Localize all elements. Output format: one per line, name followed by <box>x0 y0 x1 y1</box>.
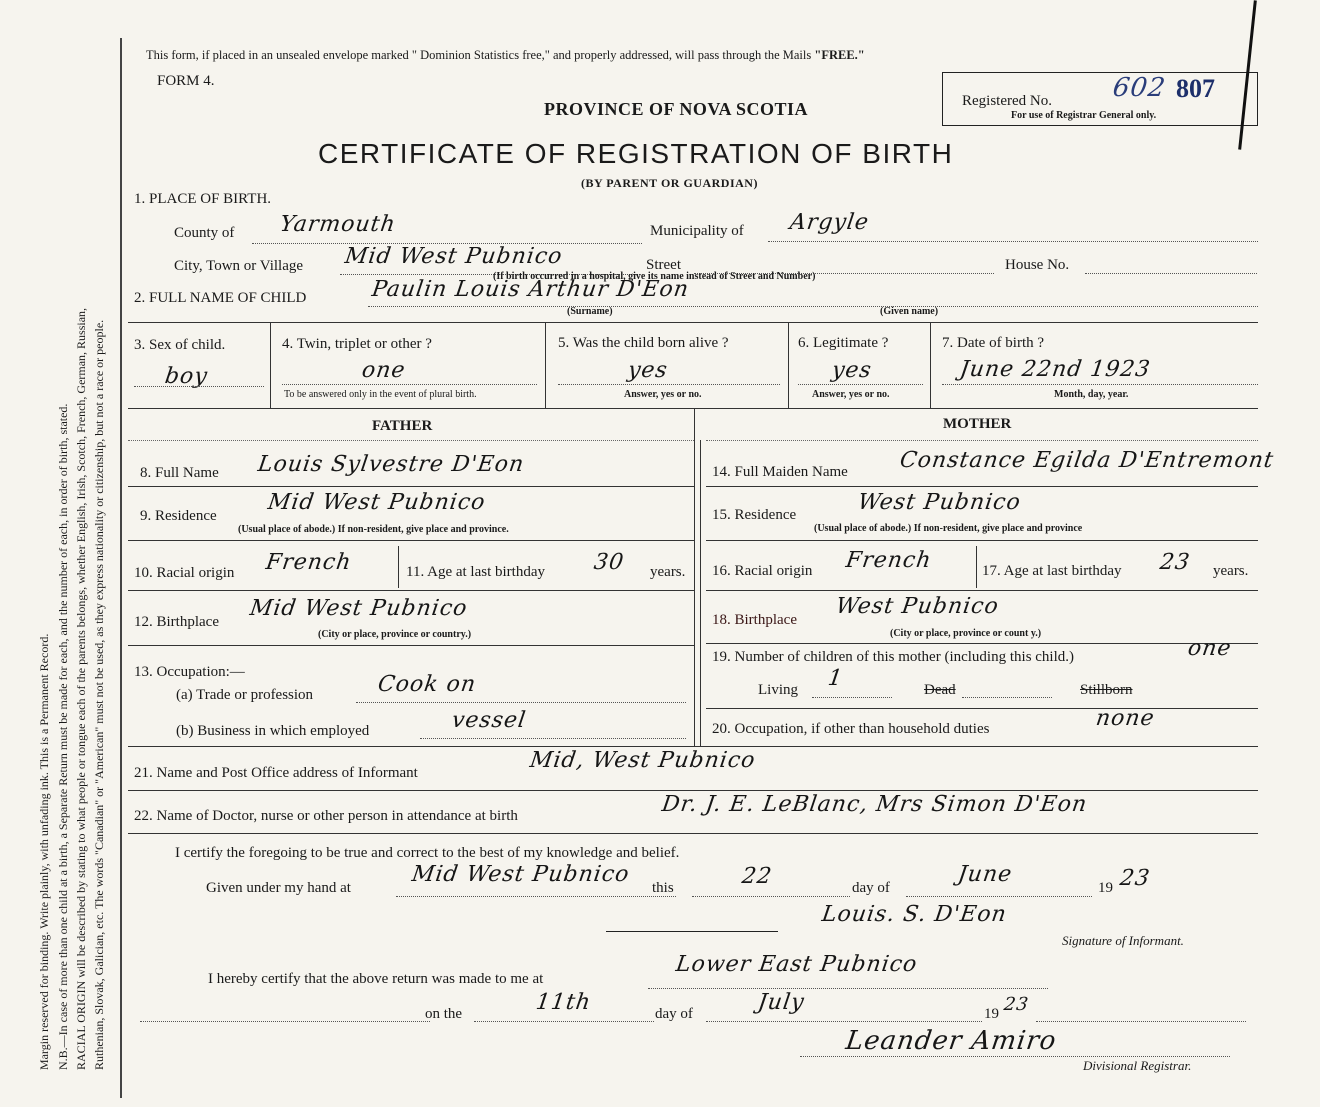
registrar-day-of-label: day of <box>655 1006 693 1022</box>
father-name-value: Louis Sylvestre D'Eon <box>256 452 526 477</box>
page-subtitle: (BY PARENT OR GUARDIAN) <box>581 176 758 190</box>
sex-label: 3. Sex of child. <box>134 337 226 353</box>
mother-living-label: Living <box>758 682 798 698</box>
twin-value: one <box>360 358 408 383</box>
father-birthplace-value: Mid West Pubnico <box>248 596 470 621</box>
registrar-year-value: 23 <box>1002 994 1031 1015</box>
margin-line-4: Ruthenian, Slovak, Galician, etc. The words "Canadian" or "American" must not be used, as they express nationality or citizenship, but not a race or people. <box>92 319 106 1070</box>
informant-signature-label: Signature of Informant. <box>1062 933 1184 948</box>
sex-value: boy <box>163 364 210 389</box>
cert-year-prefix: 19 <box>1098 880 1113 896</box>
county-label: County of <box>174 225 235 241</box>
twin-note: To be answered only in the event of plural birth. <box>284 389 477 400</box>
registrar-note: For use of Registrar General only. <box>1011 110 1157 121</box>
father-residence-label: 9. Residence <box>140 508 217 524</box>
municipality-label: Municipality of <box>650 223 744 239</box>
cert-day-value: 22 <box>740 864 774 889</box>
mail-notice-free: "FREE." <box>814 48 865 62</box>
mother-stillborn-label: Stillborn <box>1080 682 1133 698</box>
mother-name-value: Constance Egilda D'Entremont <box>898 448 1276 473</box>
mother-children-value: one <box>1186 636 1234 661</box>
mother-racial-label: 16. Racial origin <box>712 563 813 579</box>
father-trade-value: Cook on <box>376 672 478 697</box>
certify-statement: I certify the foregoing to be true and correct to the best of my knowledge and belief. <box>175 845 680 861</box>
born-alive-note: Answer, yes or no. <box>624 389 702 400</box>
mother-occupation-value: none <box>1094 706 1157 731</box>
dob-note: Month, day, year. <box>1054 389 1129 400</box>
municipality-value: Argyle <box>788 210 871 235</box>
father-age-value: 30 <box>592 550 626 575</box>
twin-label: 4. Twin, triplet or other ? <box>282 336 432 352</box>
margin-line-3: RACIAL ORIGIN will be described by stating to what people or tongue each of the parents belongs, whether English, Irish, Scotch, French, German, Russian, <box>74 307 88 1070</box>
mother-birthplace-note: (City or place, province or count y.) <box>890 628 1042 639</box>
father-business-value: vessel <box>450 708 528 733</box>
mother-children-label: 19. Number of children of this mother (including this child.) <box>712 649 1075 665</box>
father-age-label: 11. Age at last birthday <box>406 564 545 580</box>
registered-no-stamped: 807 <box>1176 74 1215 103</box>
registered-no-handwritten: 602 <box>1110 73 1168 103</box>
registrar-statement: I hereby certify that the above return was made to me at <box>208 971 544 987</box>
registrar-month-value: July <box>756 990 807 1015</box>
legitimate-note: Answer, yes or no. <box>812 389 890 400</box>
street-note: (If birth occurred in a hospital, give its name instead of Street and Number) <box>493 271 816 282</box>
city-label: City, Town or Village <box>174 258 304 274</box>
margin-line-1: Margin reserved for binding. Write plainly, with unfading ink. This is a Permanent Record. <box>37 633 51 1070</box>
mother-birthplace-value: West Pubnico <box>834 594 1001 619</box>
born-alive-label: 5. Was the child born alive ? <box>558 335 729 351</box>
father-years: years. <box>650 564 686 580</box>
mother-living-value: 1 <box>826 666 845 691</box>
mother-heading: MOTHER <box>943 416 1012 432</box>
doctor-label: 22. Name of Doctor, nurse or other person in attendance at birth <box>134 808 518 824</box>
place-of-birth-label: 1. PLACE OF BIRTH. <box>134 191 272 207</box>
mother-residence-value: West Pubnico <box>856 490 1023 515</box>
cert-month-value: June <box>956 862 1014 887</box>
page-title: CERTIFICATE OF REGISTRATION OF BIRTH <box>318 138 954 169</box>
mother-birthplace-label: 18. Birthplace <box>712 612 797 628</box>
father-occupation-label: 13. Occupation:— <box>134 664 245 680</box>
father-trade-label: (a) Trade or profession <box>176 687 314 703</box>
registrar-day-value: 11th <box>534 990 593 1015</box>
dob-label: 7. Date of birth ? <box>942 335 1045 351</box>
child-name-value: Paulin Louis Arthur D'Eon <box>370 277 691 302</box>
legitimate-label: 6. Legitimate ? <box>798 335 889 351</box>
this-label: this <box>652 880 674 896</box>
mother-years: years. <box>1213 563 1249 579</box>
registered-no-label: Registered No. <box>962 93 1052 109</box>
given-place-value: Mid West Pubnico <box>410 862 632 887</box>
father-name-label: 8. Full Name <box>140 465 219 481</box>
child-name-label: 2. FULL NAME OF CHILD <box>134 290 307 306</box>
binding-margin-line <box>120 38 122 1098</box>
legitimate-value: yes <box>830 358 874 383</box>
given-under-label: Given under my hand at <box>206 880 351 896</box>
born-alive-value: yes <box>626 358 670 383</box>
on-the-label: on the <box>425 1006 463 1022</box>
mother-racial-value: French <box>844 548 934 573</box>
registrar-place-value: Lower East Pubnico <box>674 952 920 977</box>
mail-notice-text: This form, if placed in an unsealed envelope marked " Dominion Statistics free," and properly addressed, will pass through the Mails <box>146 48 812 62</box>
county-value: Yarmouth <box>278 212 398 237</box>
father-residence-note: (Usual place of abode.) If non-resident, give place and province. <box>238 524 509 535</box>
father-racial-value: French <box>264 550 354 575</box>
province-title: PROVINCE OF NOVA SCOTIA <box>544 99 809 119</box>
margin-instructions <box>4 20 116 1080</box>
mother-dead-label: Dead <box>924 682 956 698</box>
informant-signature: Louis. S. D'Eon <box>820 902 1009 927</box>
mother-residence-label: 15. Residence <box>712 507 797 523</box>
registrar-signature: Leander Amiro <box>843 1026 1059 1056</box>
registrar-year-prefix: 19 <box>984 1006 999 1022</box>
street-label: Street <box>646 257 681 273</box>
father-birthplace-note: (City or place, province or country.) <box>318 629 472 640</box>
mother-age-value: 23 <box>1158 550 1192 575</box>
given-name-note: (Given name) <box>880 306 939 317</box>
house-no-label: House No. <box>1005 257 1070 273</box>
registrar-signature-label: Divisional Registrar. <box>1083 1058 1192 1073</box>
cert-day-of-label: day of <box>852 880 890 896</box>
mail-notice <box>146 48 865 63</box>
mother-occupation-label: 20. Occupation, if other than household duties <box>712 721 990 737</box>
informant-label: 21. Name and Post Office address of Informant <box>134 765 418 781</box>
mother-residence-note: (Usual place of abode.) If non-resident, give place and province <box>814 523 1083 534</box>
father-residence-value: Mid West Pubnico <box>266 490 488 515</box>
dob-value: June 22nd 1923 <box>958 357 1153 382</box>
father-business-label: (b) Business in which employed <box>176 723 370 739</box>
margin-line-2: N.B.—In case of more than one child at a birth, a Separate Return must be made for each, and the number of each, in order of birth, stated. <box>56 403 70 1070</box>
father-racial-label: 10. Racial origin <box>134 565 235 581</box>
cert-year-value: 23 <box>1118 866 1152 891</box>
form-number: FORM 4. <box>157 73 215 89</box>
father-heading: FATHER <box>372 418 433 434</box>
informant-value: Mid, West Pubnico <box>528 748 758 773</box>
mother-age-label: 17. Age at last birthday <box>982 563 1122 579</box>
surname-note: (Surname) <box>567 306 613 317</box>
city-value: Mid West Pubnico <box>343 244 565 269</box>
doctor-value: Dr. J. E. LeBlanc, Mrs Simon D'Eon <box>660 792 1089 817</box>
father-birthplace-label: 12. Birthplace <box>134 614 219 630</box>
mother-name-label: 14. Full Maiden Name <box>712 464 848 480</box>
